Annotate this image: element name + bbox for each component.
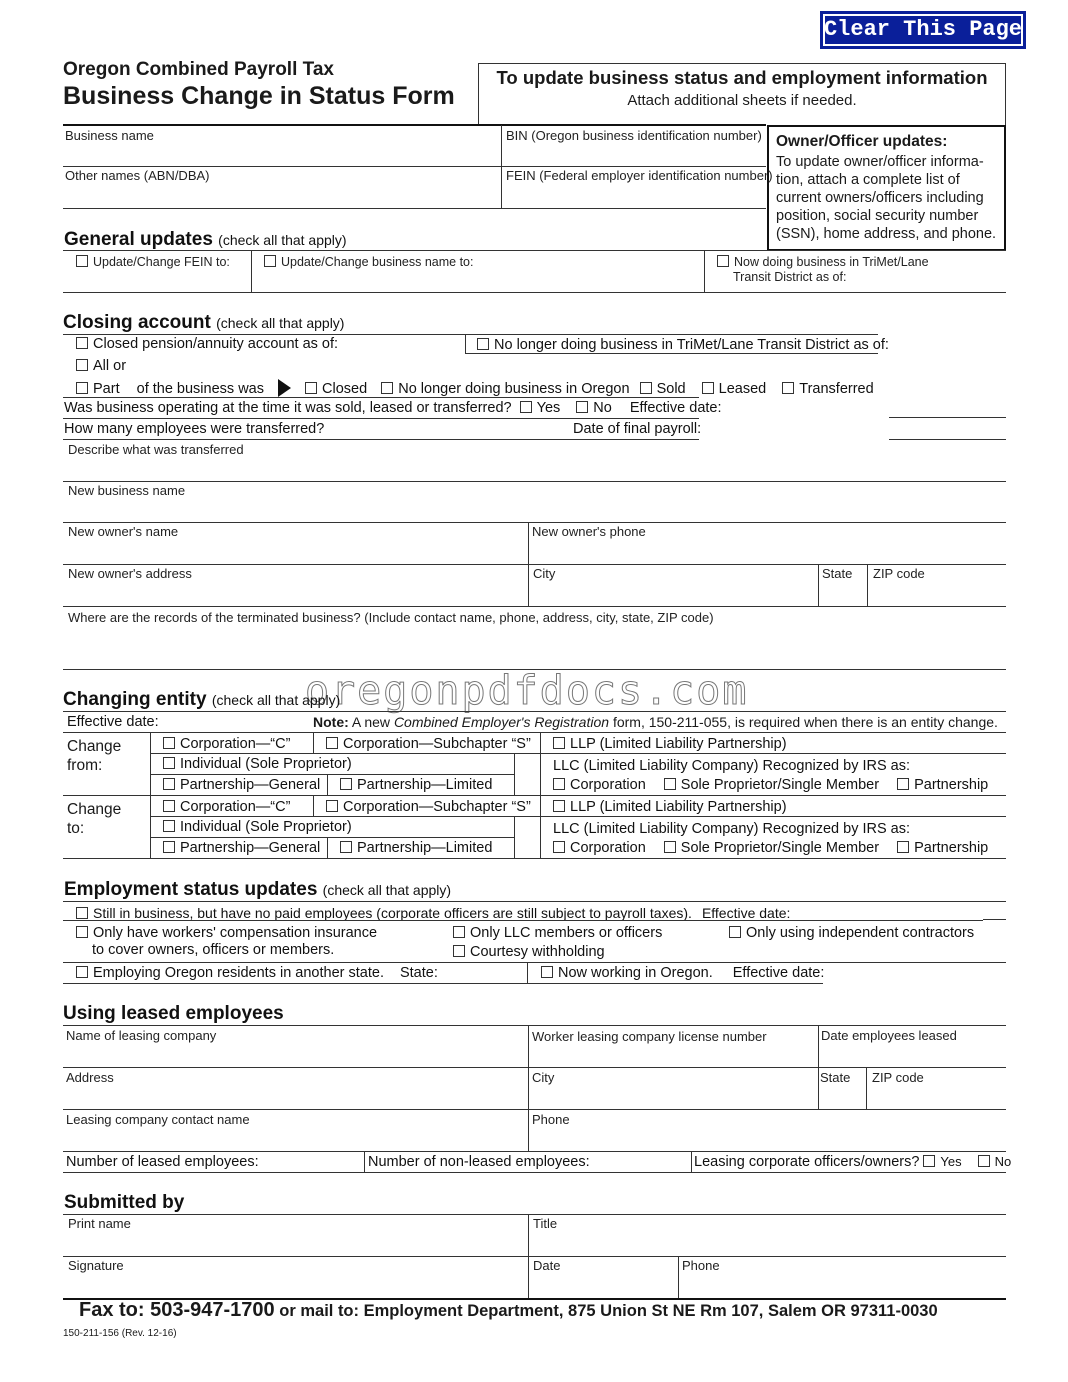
new-business-name-field[interactable] xyxy=(63,497,1006,521)
title-label: Title xyxy=(533,1216,558,1231)
leasing-address-label: Address xyxy=(66,1070,114,1085)
from-llc-options: Corporation Sole Proprietor/Single Member Partnership xyxy=(553,777,988,793)
leasing-city-field[interactable] xyxy=(529,1084,817,1109)
changing-entity-heading: Changing entity (check all that apply) xyxy=(63,689,341,710)
fein-field[interactable] xyxy=(503,184,765,208)
leasing-state-field[interactable] xyxy=(819,1084,866,1109)
new-owner-zip-label: ZIP code xyxy=(873,566,925,581)
leasing-city-label: City xyxy=(532,1070,555,1085)
from-corp-s-option: Corporation—Subchapter “S” xyxy=(326,736,531,752)
update-fein-option: Update/Change FEIN to: xyxy=(76,255,230,269)
employees-transferred-label: How many employees were transferred? xyxy=(64,421,325,437)
form-title: Business Change in Status Form xyxy=(63,82,455,110)
from-partner-limited-option: Partnership—Limited xyxy=(340,777,492,793)
leased-checkbox[interactable] xyxy=(702,382,714,394)
leasing-officers-no-checkbox[interactable] xyxy=(978,1155,990,1167)
to-llc-corp-checkbox[interactable] xyxy=(553,841,565,853)
entity-effective-date-label: Effective date: xyxy=(67,714,159,730)
change-from-label: Change from: xyxy=(67,738,122,774)
leasing-phone-field[interactable] xyxy=(529,1126,1006,1151)
leasing-contact-label: Leasing company contact name xyxy=(66,1112,250,1127)
new-owner-zip-field[interactable] xyxy=(868,580,1006,605)
entity-note: Note: A new Combined Employer's Registration form, 150-211-055, is required when there is an entity change. xyxy=(313,714,998,730)
from-corp-s-checkbox[interactable] xyxy=(326,737,338,749)
new-owner-address-field[interactable] xyxy=(63,580,527,605)
new-owner-address-label: New owner's address xyxy=(68,566,192,581)
clear-page-button[interactable]: Clear This Page xyxy=(820,11,1026,49)
fein-label: FEIN (Federal employer identification number) xyxy=(506,168,773,183)
leasing-zip-field[interactable] xyxy=(867,1084,1006,1109)
from-partner-limited-checkbox[interactable] xyxy=(340,778,352,790)
workers-comp-checkbox[interactable] xyxy=(76,926,88,938)
operating-no-checkbox[interactable] xyxy=(576,401,588,413)
arrow-right-icon xyxy=(278,379,291,397)
new-owner-phone-label: New owner's phone xyxy=(532,524,646,539)
from-partner-general-option: Partnership—General xyxy=(163,777,320,793)
owner-officer-box xyxy=(767,125,1006,251)
to-individual-checkbox[interactable] xyxy=(163,820,175,832)
to-llc-label: LLC (Limited Liability Company) Recognized by IRS as: xyxy=(553,821,911,837)
transferred-checkbox[interactable] xyxy=(782,382,794,394)
llc-only-checkbox[interactable] xyxy=(453,926,465,938)
leasing-state-label: State xyxy=(820,1070,851,1085)
llc-only-option: Only LLC members or officers xyxy=(453,925,662,941)
num-non-leased-label: Number of non-leased employees: xyxy=(368,1154,590,1170)
describe-transfer-field[interactable] xyxy=(63,456,1006,480)
leasing-officers-question: Leasing corporate officers/owners? Yes No xyxy=(694,1154,1012,1170)
update-box-subtitle: Attach additional sheets if needed. xyxy=(627,92,857,109)
to-llc-options: Corporation Sole Proprietor/Single Member Partnership xyxy=(553,840,988,856)
leasing-address-field[interactable] xyxy=(63,1084,527,1109)
courtesy-withholding-option: Courtesy withholding xyxy=(453,944,605,960)
new-owner-state-field[interactable] xyxy=(819,580,866,605)
owner-box-title: Owner/Officer updates: xyxy=(776,133,948,150)
new-owner-city-field[interactable] xyxy=(529,580,817,605)
records-location-field[interactable] xyxy=(63,626,1006,668)
license-number-field[interactable] xyxy=(529,1043,817,1067)
entity-effective-date-field[interactable] xyxy=(170,713,310,731)
to-partner-general-option: Partnership—General xyxy=(163,840,320,856)
bin-label: BIN (Oregon business identification number) xyxy=(506,128,762,143)
closed-checkbox[interactable] xyxy=(305,382,317,394)
leased-employees-heading: Using leased employees xyxy=(63,1003,284,1024)
no-trimet-checkbox[interactable] xyxy=(477,338,489,350)
operating-effective-date-field[interactable] xyxy=(889,398,1006,416)
form-number: 150-211-156 (Rev. 12-16) xyxy=(63,1328,177,1339)
to-llc-sole-checkbox[interactable] xyxy=(664,841,676,853)
leasing-phone-label: Phone xyxy=(532,1112,570,1127)
to-llp-checkbox[interactable] xyxy=(553,800,565,812)
from-llc-partner-checkbox[interactable] xyxy=(897,778,909,790)
print-name-label: Print name xyxy=(68,1216,131,1231)
to-llp-option: LLP (Limited Liability Partnership) xyxy=(553,799,787,815)
leasing-officers-yes-checkbox[interactable] xyxy=(923,1155,935,1167)
now-oregon-checkbox[interactable] xyxy=(541,966,553,978)
records-location-label: Where are the records of the terminated business? (Include contact name, phone, address, city, state, ZIP code) xyxy=(68,610,714,625)
other-names-field[interactable] xyxy=(63,182,500,207)
trimet-checkbox[interactable] xyxy=(717,255,729,267)
business-name-field[interactable] xyxy=(63,140,500,165)
new-owner-city-label: City xyxy=(533,566,556,581)
to-individual-option: Individual (Sole Proprietor) xyxy=(163,819,352,835)
bin-field[interactable] xyxy=(503,142,765,166)
date-leased-label: Date employees leased xyxy=(821,1028,957,1043)
no-paid-employees-checkbox[interactable] xyxy=(76,907,88,919)
change-to-label: Change to: xyxy=(67,801,122,837)
business-disposition-row: Part of the business was Closed No longer doing business in Oregon Sold Leased Transferred xyxy=(76,379,874,397)
leasing-contact-field[interactable] xyxy=(63,1126,527,1151)
from-individual-option: Individual (Sole Proprietor) xyxy=(163,756,352,772)
print-name-field[interactable] xyxy=(63,1230,527,1255)
num-non-leased-field[interactable] xyxy=(588,1153,688,1171)
update-name-option: Update/Change business name to: xyxy=(264,255,474,269)
no-oregon-checkbox[interactable] xyxy=(381,382,393,394)
phone-label: Phone xyxy=(682,1258,720,1273)
employment-status-heading: Employment status updates (check all that apply) xyxy=(64,879,452,900)
closed-pension-checkbox[interactable] xyxy=(76,337,88,349)
to-corp-c-checkbox[interactable] xyxy=(163,800,175,812)
watermark: oregonpdfdocs.com xyxy=(305,668,749,714)
new-owner-state-label: State xyxy=(822,566,853,581)
form-subtitle: Oregon Combined Payroll Tax xyxy=(63,59,334,80)
from-llc-label: LLC (Limited Liability Company) Recognized by IRS as: xyxy=(553,758,911,774)
part-checkbox[interactable] xyxy=(76,382,88,394)
from-llp-option: LLP (Limited Liability Partnership) xyxy=(553,736,787,752)
num-leased-label: Number of leased employees: xyxy=(66,1154,259,1170)
from-individual-checkbox[interactable] xyxy=(163,757,175,769)
phone-field[interactable] xyxy=(679,1272,1006,1297)
leasing-company-label: Name of leasing company xyxy=(66,1028,217,1043)
num-leased-field[interactable] xyxy=(255,1153,361,1171)
no-paid-employees-option: Still in business, but have no paid employees (corporate officers are still subject to payroll taxes). Effective date: xyxy=(76,905,790,921)
new-business-name-label: New business name xyxy=(68,483,186,498)
describe-transfer-label: Describe what was transferred xyxy=(68,442,244,457)
from-corp-c-checkbox[interactable] xyxy=(163,737,175,749)
signature-label: Signature xyxy=(68,1258,124,1273)
now-oregon-option: Now working in Oregon. Effective date: xyxy=(541,965,824,981)
to-partner-limited-checkbox[interactable] xyxy=(340,841,352,853)
general-updates-heading: General updates (check all that apply) xyxy=(64,229,347,250)
to-partner-limited-option: Partnership—Limited xyxy=(340,840,492,856)
submitted-by-heading: Submitted by xyxy=(64,1192,185,1213)
date-field[interactable] xyxy=(529,1272,677,1297)
license-number-label: Worker leasing company license number xyxy=(532,1029,767,1044)
other-names-label: Other names (ABN/DBA) xyxy=(65,168,210,183)
contractors-checkbox[interactable] xyxy=(729,926,741,938)
owner-box-text: To update owner/officer informa- tion, attach a complete list of current owners/officers including position, social security number (SSN), home address, and phone. xyxy=(776,154,997,242)
operating-yes-checkbox[interactable] xyxy=(520,401,532,413)
to-corp-s-checkbox[interactable] xyxy=(326,800,338,812)
footer-contact: Fax to: 503-947-1700 or mail to: Employment Department, 875 Union St NE Rm 107, Salem OR 97311-0030 xyxy=(79,1299,938,1321)
trimet-option: Now doing business in TriMet/Lane Transit District as of: xyxy=(717,255,929,285)
title-field[interactable] xyxy=(529,1230,1006,1255)
courtesy-withholding-checkbox[interactable] xyxy=(453,945,465,957)
no-trimet-option: No longer doing business in TriMet/Lane Transit District as of: xyxy=(477,337,889,353)
sold-checkbox[interactable] xyxy=(640,382,652,394)
from-corp-c-option: Corporation—“C” xyxy=(163,736,290,752)
other-state-field[interactable] xyxy=(433,964,526,982)
leasing-zip-label: ZIP code xyxy=(872,1070,924,1085)
from-llc-sole-checkbox[interactable] xyxy=(664,778,676,790)
date-leased-field[interactable] xyxy=(819,1042,1006,1067)
to-corp-s-option: Corporation—Subchapter “S” xyxy=(326,799,531,815)
update-fein-checkbox[interactable] xyxy=(76,255,88,267)
update-box-title: To update business status and employment information xyxy=(496,67,988,88)
final-payroll-label: Date of final payroll: xyxy=(573,421,702,437)
from-llc-corp-checkbox[interactable] xyxy=(553,778,565,790)
signature-field[interactable] xyxy=(63,1272,527,1297)
business-name-label: Business name xyxy=(65,128,154,143)
operating-question-row: Was business operating at the time it was sold, leased or transferred? Yes No Effective date: xyxy=(64,400,722,416)
leasing-company-field[interactable] xyxy=(63,1042,527,1067)
date-label: Date xyxy=(533,1258,561,1273)
closed-pension-option: Closed pension/annuity account as of: xyxy=(76,336,338,352)
new-owner-name-field[interactable] xyxy=(63,538,527,563)
final-payroll-field[interactable] xyxy=(889,420,1006,438)
to-corp-c-option: Corporation—“C” xyxy=(163,799,290,815)
closing-account-heading: Closing account (check all that apply) xyxy=(63,312,345,333)
contractors-option: Only using independent contractors xyxy=(729,925,974,941)
other-state-checkbox[interactable] xyxy=(76,966,88,978)
from-llp-checkbox[interactable] xyxy=(553,737,565,749)
to-partner-general-checkbox[interactable] xyxy=(163,841,175,853)
to-llc-partner-checkbox[interactable] xyxy=(897,841,909,853)
now-oregon-date-field[interactable] xyxy=(823,964,1006,982)
other-state-option: Employing Oregon residents in another state. State: xyxy=(76,965,438,981)
all-or-option: All or xyxy=(76,358,126,374)
update-info-box xyxy=(478,63,1006,125)
update-name-checkbox[interactable] xyxy=(264,255,276,267)
new-owner-name-label: New owner's name xyxy=(68,524,179,539)
all-checkbox[interactable] xyxy=(76,359,88,371)
from-partner-general-checkbox[interactable] xyxy=(163,778,175,790)
workers-comp-option: Only have workers' compensation insurance to cover owners, officers or members. xyxy=(76,925,377,959)
new-owner-phone-field[interactable] xyxy=(529,538,1006,563)
